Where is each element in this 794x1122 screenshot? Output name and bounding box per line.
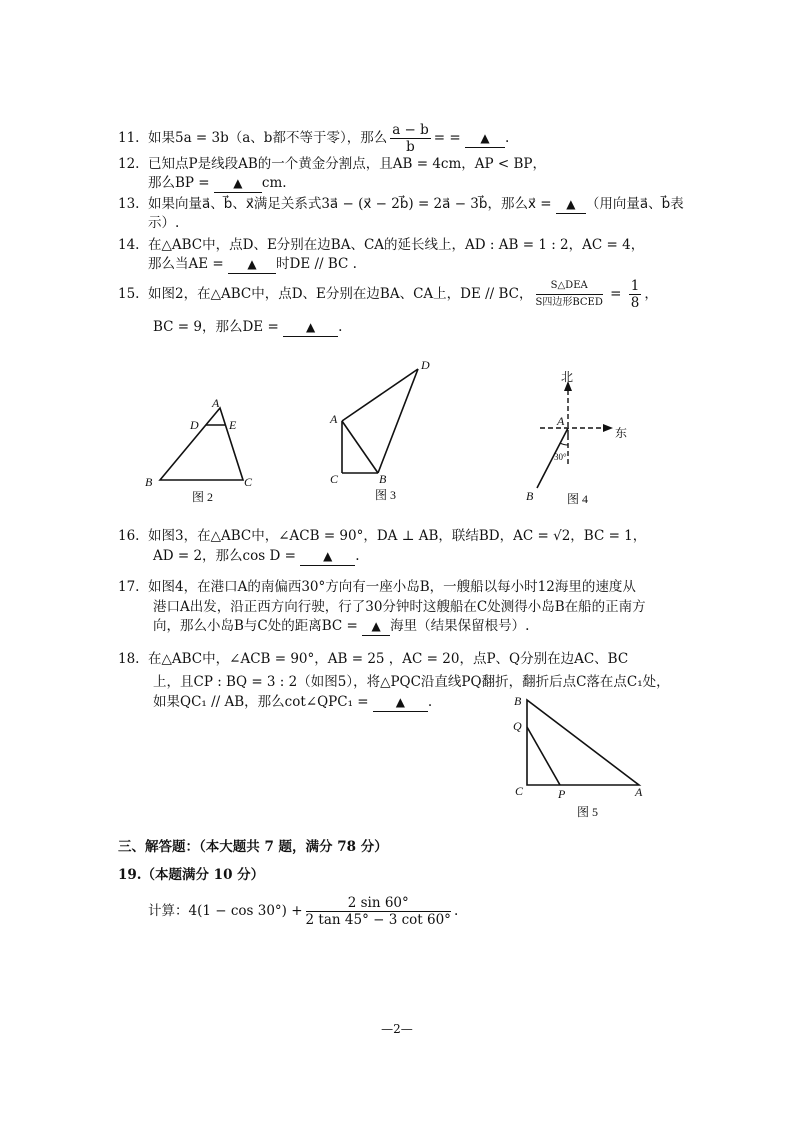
figure-4 <box>515 365 645 510</box>
label-c: C <box>244 475 253 489</box>
fraction-value <box>629 278 642 311</box>
question-number: 18. <box>118 651 140 667</box>
question-number: 15. <box>118 286 140 302</box>
question-number: 11. <box>118 130 140 146</box>
question-text-post: 海里（结果保留根号）. <box>390 618 530 634</box>
fraction <box>390 122 431 155</box>
question-13-line2 <box>148 214 179 232</box>
figure-2 <box>140 395 260 510</box>
question-17 <box>118 578 636 596</box>
question-text: 如图3，在△ABC中，∠ACB = 90°，DA ⊥ AB，联结BD，AC = √2，BC = 1， <box>148 528 647 544</box>
answer-marker: ▲ <box>566 197 576 211</box>
question-number: 17. <box>118 579 140 595</box>
question-end: . <box>505 130 510 146</box>
question-14 <box>118 236 644 254</box>
question-17-line3 <box>153 617 529 636</box>
question-text-post: （用向量a⃗、b⃗表 <box>585 196 684 212</box>
figure-5 <box>505 688 655 823</box>
question-text-post: cm. <box>261 175 287 191</box>
question-text-post: = = <box>433 130 461 146</box>
answer-blank[interactable] <box>362 617 390 636</box>
label-q: Q <box>513 719 522 733</box>
question-text: 上，且CP : BQ = 3 : 2（如图5），将△PQC沿直线PQ翻折，翻折后点C落在点C₁处， <box>153 674 670 690</box>
answer-blank[interactable] <box>465 129 505 148</box>
fraction-numerator: a − b <box>392 122 429 138</box>
segment-ab <box>342 421 378 473</box>
question-number: 16. <box>118 528 140 544</box>
question-16-line2 <box>153 547 359 566</box>
question-18 <box>118 650 628 668</box>
answer-blank[interactable] <box>228 255 276 274</box>
question-18-line3 <box>153 693 432 712</box>
figure-caption: 图 3 <box>375 488 397 502</box>
label-d: D <box>190 418 199 432</box>
question-text: BC = 9，那么DE = <box>153 319 279 335</box>
question-text: 那么当AE = <box>148 256 224 272</box>
answer-marker: ▲ <box>233 176 243 190</box>
answer-marker: ▲ <box>371 619 381 633</box>
question-19-title <box>118 866 264 884</box>
question-text-post: . <box>453 903 459 919</box>
question-12 <box>118 155 546 173</box>
figure-caption: 图 2 <box>192 490 214 504</box>
question-text-post: . <box>355 548 360 564</box>
page-number <box>0 1022 794 1036</box>
label-b: B <box>526 489 534 503</box>
question-text: 港口A出发，沿正西方向行驶，行了30分钟时这艘船在C处测得小岛B在船的正南方 <box>153 599 646 615</box>
question-11 <box>118 122 509 155</box>
angle-arc <box>560 443 568 445</box>
label-e: E <box>229 418 237 432</box>
question-16 <box>118 527 646 545</box>
question-text-post: 时DE // BC . <box>276 256 357 272</box>
answer-blank[interactable] <box>214 174 262 193</box>
question-text: 向，那么小岛B与C处的距离BC = <box>153 618 358 634</box>
fraction-denominator: 8 <box>630 295 640 311</box>
question-17-line2 <box>153 598 646 616</box>
fraction-denominator: S四边形BCED <box>535 297 603 308</box>
label-b: B <box>514 694 522 708</box>
section-title <box>118 838 388 856</box>
answer-marker: ▲ <box>247 257 257 271</box>
label-a: A <box>635 785 643 799</box>
label-b: B <box>379 472 387 486</box>
label-p: P <box>558 787 566 801</box>
triangle-abc <box>527 700 639 785</box>
label-d: D <box>421 358 430 372</box>
question-15: 15. 如图2，在△ABC中，点D、E分别在边BA、CA上，DE // BC， $\frac{\text{S△DEA}}{\text{S四边形BCED}}$ = $\frac{1}{8}$ ， <box>118 278 658 311</box>
question-text-post: . <box>338 319 343 335</box>
question-14-line2 <box>148 255 357 274</box>
label-north: 北 <box>561 370 574 384</box>
question-text: 如图2，在△ABC中，点D、E分别在边BA、CA上，DE // BC， <box>148 286 533 302</box>
page-number-text: —2— <box>381 1022 413 1036</box>
figure-3 <box>325 355 440 505</box>
area-ratio-fraction <box>536 278 603 311</box>
answer-marker: ▲ <box>323 549 333 563</box>
question-text: 在△ABC中，∠ACB = 90°，AB = 25 ，AC = 20，点P、Q分别在边AC、BC <box>148 651 629 667</box>
answer-blank[interactable] <box>556 195 586 214</box>
question-number: 12. <box>118 156 140 172</box>
question-text: AD = 2，那么cos D = <box>153 548 296 564</box>
figure-caption: 图 5 <box>577 805 599 819</box>
question-text-post: ， <box>644 286 658 302</box>
label-a: A <box>330 412 338 426</box>
question-text: 如果向量a⃗、b⃗、x⃗满足关系式3a⃗ − (x⃗ − 2b⃗) = 2a⃗ − 3b⃗，那么x⃗ = <box>148 196 552 212</box>
question-text: 计算：4(1 − cos 30°) + <box>148 903 303 919</box>
question-text-post: . <box>427 694 433 710</box>
question-number: 14. <box>118 237 140 253</box>
question-13 <box>118 195 684 214</box>
label-c: C <box>515 784 524 798</box>
answer-marker: ▲ <box>395 695 405 709</box>
question-19 <box>148 895 458 928</box>
segment-qp <box>527 727 560 785</box>
segment-db <box>378 369 418 473</box>
fraction-numerator: S△DEA <box>536 278 603 295</box>
fraction-numerator: 1 <box>630 278 640 294</box>
fraction <box>306 895 451 928</box>
question-text: 已知点P是线段AB的一个黄金分割点，且AB = 4cm，AP < BP， <box>148 156 546 172</box>
label-east: 东 <box>615 426 628 440</box>
answer-marker: ▲ <box>480 131 490 145</box>
segment-ad <box>342 369 418 421</box>
label-b: B <box>145 475 153 489</box>
fraction-denominator: 2 tan 45° − 3 cot 60° <box>305 912 451 928</box>
answer-blank[interactable] <box>283 318 338 337</box>
question-number: 13. <box>118 196 140 212</box>
question-text: 示）. <box>148 215 180 231</box>
fraction-numerator: 2 sin 60° <box>306 895 451 912</box>
section-title-text: 三、解答题：（本大题共 7 题，满分 78 分） <box>118 839 388 855</box>
label-a: A <box>557 414 565 428</box>
fraction-denominator: b <box>406 139 415 155</box>
answer-blank[interactable] <box>373 693 428 712</box>
label-angle: 30° <box>554 452 567 462</box>
question-text: 如果QC₁ // AB，那么cot∠QPC₁ = <box>153 694 369 710</box>
label-a: A <box>212 396 220 410</box>
question-text: 那么BP = <box>148 175 210 191</box>
east-arrow-icon <box>603 424 613 432</box>
question-text: 如图4，在港口A的南偏西30°方向有一座小岛B，一艘船以每小时12海里的速度从 <box>148 579 636 595</box>
figure-caption: 图 4 <box>567 492 589 506</box>
label-c: C <box>330 472 339 486</box>
question-text: 在△ABC中，点D、E分别在边BA、CA的延长线上，AD : AB = 1 : 2，AC = 4， <box>148 237 645 253</box>
answer-blank[interactable] <box>300 547 355 566</box>
question-12-line2 <box>148 174 287 193</box>
question-15-line2 <box>153 318 342 337</box>
answer-marker: ▲ <box>305 320 316 334</box>
question-text: 如果5a = 3b（a、b都不等于零），那么 <box>148 130 388 146</box>
question-title-text: 19.（本题满分 10 分） <box>118 867 265 883</box>
